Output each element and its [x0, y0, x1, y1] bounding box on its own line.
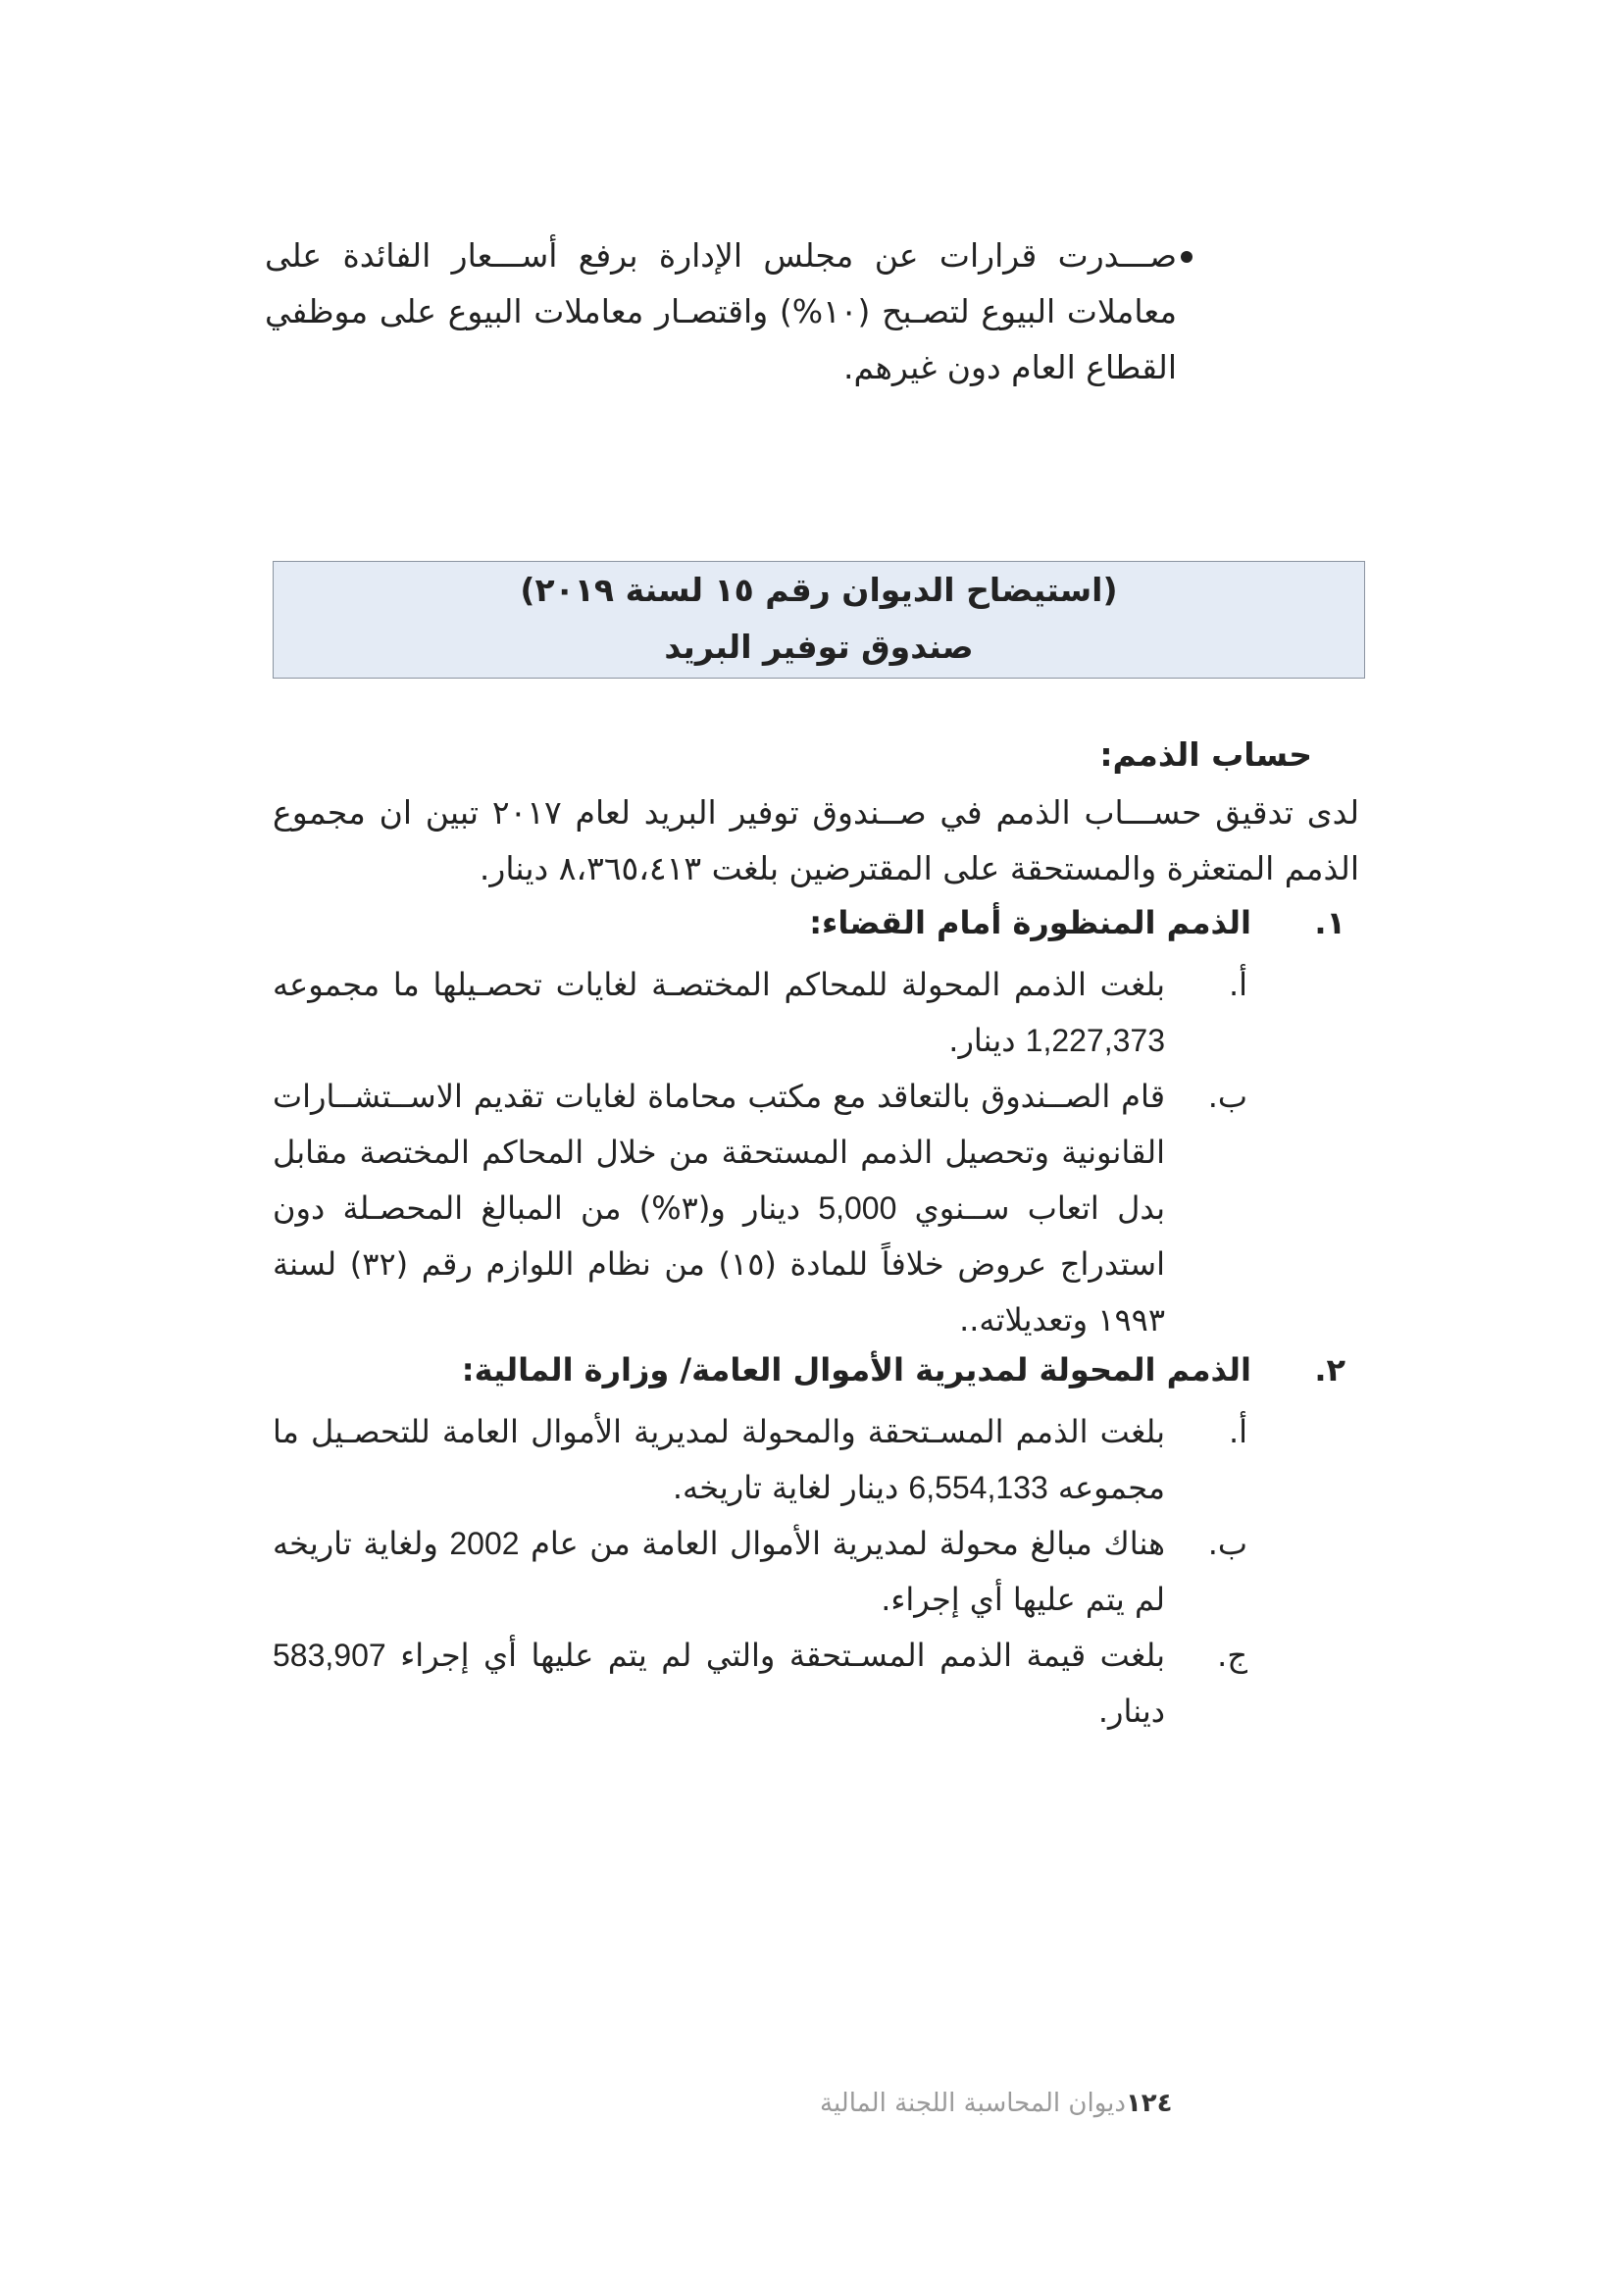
- group1-item-b-marker: ب.: [1207, 1078, 1247, 1115]
- heading-2-number: ٢.: [1314, 1351, 1345, 1389]
- group2-item-c-marker: ج.: [1217, 1637, 1247, 1674]
- group2-item-b-body: [273, 1516, 1165, 1628]
- bullet-paragraph: [265, 227, 1177, 395]
- group1-item-b-amount: 5,000: [818, 1190, 897, 1226]
- group2-item-a: [273, 1404, 1247, 1516]
- group2-item-a-marker: أ.: [1228, 1413, 1247, 1450]
- title-line-2: صندوق توفير البريد: [664, 628, 974, 666]
- section-title: حساب الذمم:: [1099, 735, 1312, 774]
- bullet-dot-icon: [1181, 251, 1193, 263]
- group2-item-a-text: بلغت الذمم المسـتحقة والمحولة لمديرية الأموال العامة للتحصـيل ما مجموعه: [273, 1413, 1165, 1506]
- group2-item-c-amount: 583,907: [273, 1638, 386, 1673]
- group1-item-b-text: قام الصــندوق بالتعاقد مع مكتب محاماة لغايات تقديم الاســتشــارات القانونية وتحصيل الذمم المستحقة من خلال المحاكم المختصة مقابل بدل اتعاب ســنوي: [273, 1078, 1166, 1227]
- bullet-text: صـــدرت قرارات عن مجلس الإدارة برفع أســـعار الفائدة على معاملات البيوع لتصـبح (١٠%) واقتصـار معاملات البيوع على موظفي القطاع العام دون غيرهم.: [265, 236, 1177, 386]
- group2-item-b-amount: 2002: [449, 1526, 520, 1561]
- group1-item-a-text-after: دينار.: [948, 1022, 1016, 1059]
- group2-item-c: [273, 1628, 1247, 1740]
- group2-item-b-text-after: ولغاية تاريخه لم يتم عليها أي إجراء.: [273, 1525, 1165, 1618]
- heading-1-label: الذمم المنظورة أمام القضاء:: [809, 904, 1251, 941]
- group2-item-b-text: هناك مبالغ محولة لمديرية الأموال العامة من عام: [531, 1525, 1166, 1562]
- group2-item-c-body: [273, 1628, 1165, 1740]
- heading-2: [267, 1351, 1345, 1400]
- heading-1: [267, 904, 1345, 953]
- group2-item-b: [273, 1516, 1247, 1628]
- title-line-1: (استيضاح الديوان رقم ١٥ لسنة ٢٠١٩): [520, 571, 1118, 609]
- title-box: [273, 561, 1365, 679]
- group2-item-a-body: [273, 1404, 1165, 1516]
- group1-item-a-text: بلغت الذمم المحولة للمحاكم المختصـة لغايات تحصـيلها ما مجموعه: [273, 966, 1165, 1003]
- group2-item-c-text-after: دينار.: [1097, 1692, 1165, 1730]
- group2-item-a-text-after: دينار لغاية تاريخه.: [672, 1469, 899, 1506]
- intro-paragraph: لدى تدقيق حســـاب الذمم في صــندوق توفير البريد لعام ٢٠١٧ تبين ان مجموع الذمم المتعثرة والمستحقة على المقترضين بلغت ٨،٣٦٥،٤١٣ دينار.: [273, 793, 1359, 887]
- group2-item-c-text: بلغت قيمة الذمم المسـتحقة والتي لم يتم عليها أي إجراء: [400, 1637, 1166, 1674]
- page-number: ١٢٤: [1125, 2089, 1173, 2118]
- group1-item-a-amount: 1,227,373: [1025, 1023, 1165, 1058]
- group1-item-b-body: [273, 1069, 1165, 1348]
- heading-2-label: الذمم المحولة لمديرية الأموال العامة/ وزارة المالية:: [461, 1351, 1251, 1389]
- group1-item-b-text-after: دينار و(٣%) من المبالغ المحصـلة دون استدراج عروض خلافاً للمادة (١٥) من نظام اللوازم رقم (٣٢) لسنة ١٩٩٣ وتعديلاته..: [273, 1189, 1166, 1339]
- group1-item-a-marker: أ.: [1228, 966, 1247, 1003]
- heading-1-number: ١.: [1314, 904, 1345, 941]
- group2-item-a-amount: 6,554,133: [908, 1470, 1048, 1505]
- group1-item-b: [273, 1069, 1247, 1348]
- footer-text: ديوان المحاسبة اللجنة المالية: [820, 2089, 1126, 2118]
- page-footer: [820, 2089, 1173, 2118]
- group1-item-a-body: [273, 957, 1165, 1069]
- group1-item-a: [273, 957, 1247, 1069]
- group2-item-b-marker: ب.: [1207, 1525, 1247, 1562]
